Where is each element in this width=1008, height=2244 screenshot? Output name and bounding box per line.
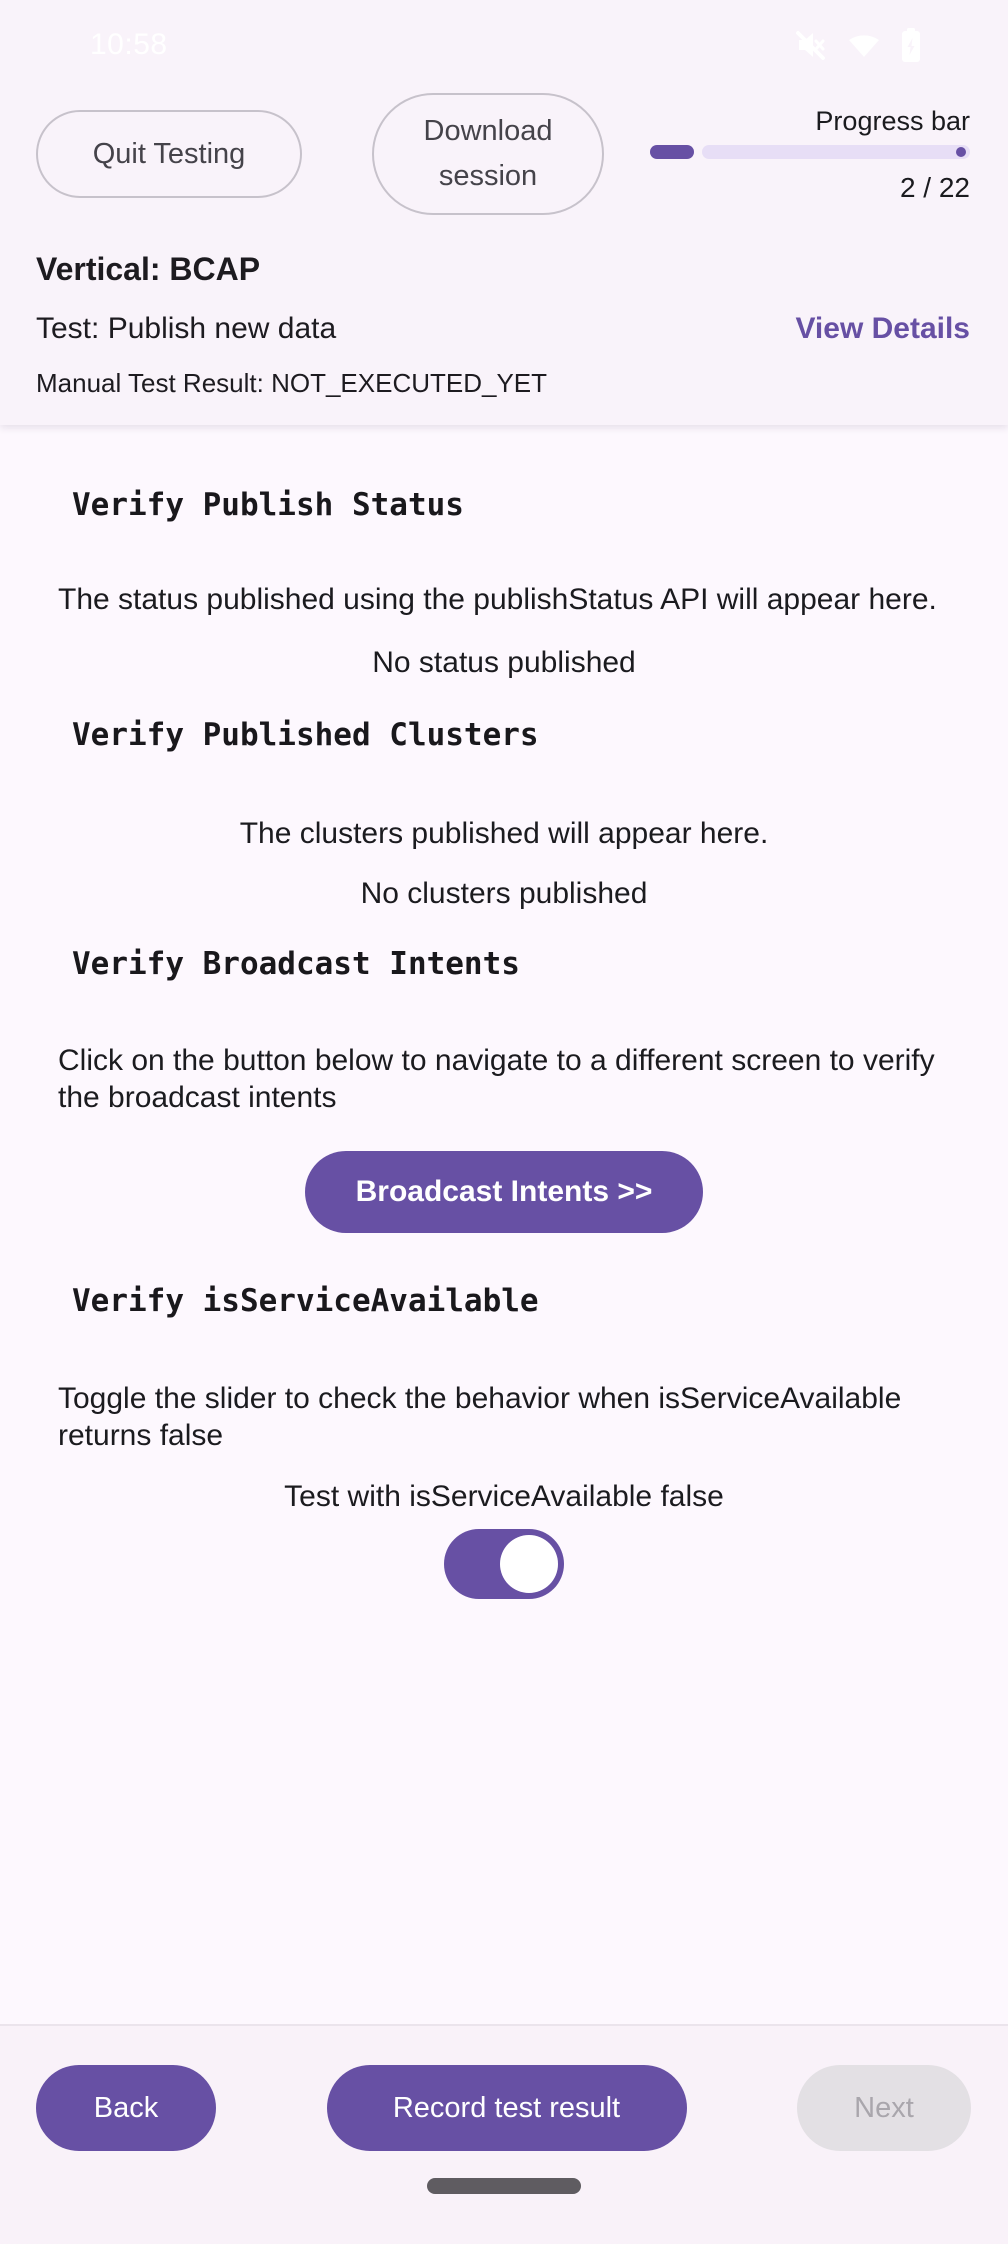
broadcast-intents-button[interactable]: Broadcast Intents >> <box>305 1151 703 1233</box>
progress-block <box>650 105 970 204</box>
progress-bar <box>650 145 970 159</box>
bottom-action-bar <box>0 2024 1008 2244</box>
status-icons <box>794 27 922 63</box>
section-heading-is-service-available: Verify isServiceAvailable <box>72 1283 539 1319</box>
view-details-link[interactable]: View Details <box>795 312 970 345</box>
manual-test-result-label: Manual Test Result: NOT_EXECUTED_YET <box>36 368 548 398</box>
wifi-icon <box>846 28 882 62</box>
progress-count: 2 / 22 <box>899 171 970 203</box>
test-steps-content <box>0 487 1008 1599</box>
battery-charging-icon <box>900 27 922 63</box>
record-test-result-button[interactable]: Record test result <box>327 2065 687 2151</box>
back-button[interactable]: Back <box>36 2065 216 2151</box>
download-session-button[interactable]: Download session <box>372 93 604 215</box>
broadcast-intents-description: Click on the button below to navigate to a different screen to verify the broadcast intents <box>58 1044 935 1114</box>
publish-status-description: The status published using the publishStatus API will appear here. <box>58 583 937 616</box>
navigation-handle[interactable] <box>427 2178 581 2194</box>
section-heading-publish-status: Verify Publish Status <box>72 487 464 523</box>
vertical-label: Vertical: BCAP <box>36 251 261 287</box>
test-info <box>0 251 1008 399</box>
section-heading-published-clusters: Verify Published Clusters <box>72 717 539 753</box>
toggle-thumb <box>500 1535 558 1593</box>
progress-label: Progress bar <box>815 105 970 136</box>
status-bar <box>0 0 1008 90</box>
test-name-label: Test: Publish new data <box>36 312 337 345</box>
progress-bar-stop-dot <box>956 147 966 157</box>
toggle-label: Test with isServiceAvailable false <box>284 1480 724 1513</box>
is-service-available-toggle[interactable] <box>444 1529 564 1599</box>
is-service-available-description: Toggle the slider to check the behavior when isServiceAvailable returns false <box>58 1382 902 1452</box>
publish-status-value: No status published <box>372 646 636 679</box>
volume-muted-icon <box>794 28 828 62</box>
next-button[interactable]: Next <box>797 2065 971 2151</box>
progress-bar-track <box>702 145 970 159</box>
quit-testing-button[interactable]: Quit Testing <box>36 110 302 198</box>
published-clusters-value: No clusters published <box>360 877 648 910</box>
published-clusters-description: The clusters published will appear here. <box>239 817 769 850</box>
header-controls <box>36 93 970 215</box>
app-header <box>0 0 1008 425</box>
progress-bar-fill <box>650 145 694 159</box>
section-heading-broadcast-intents: Verify Broadcast Intents <box>72 946 520 982</box>
status-time: 10:58 <box>90 28 168 61</box>
